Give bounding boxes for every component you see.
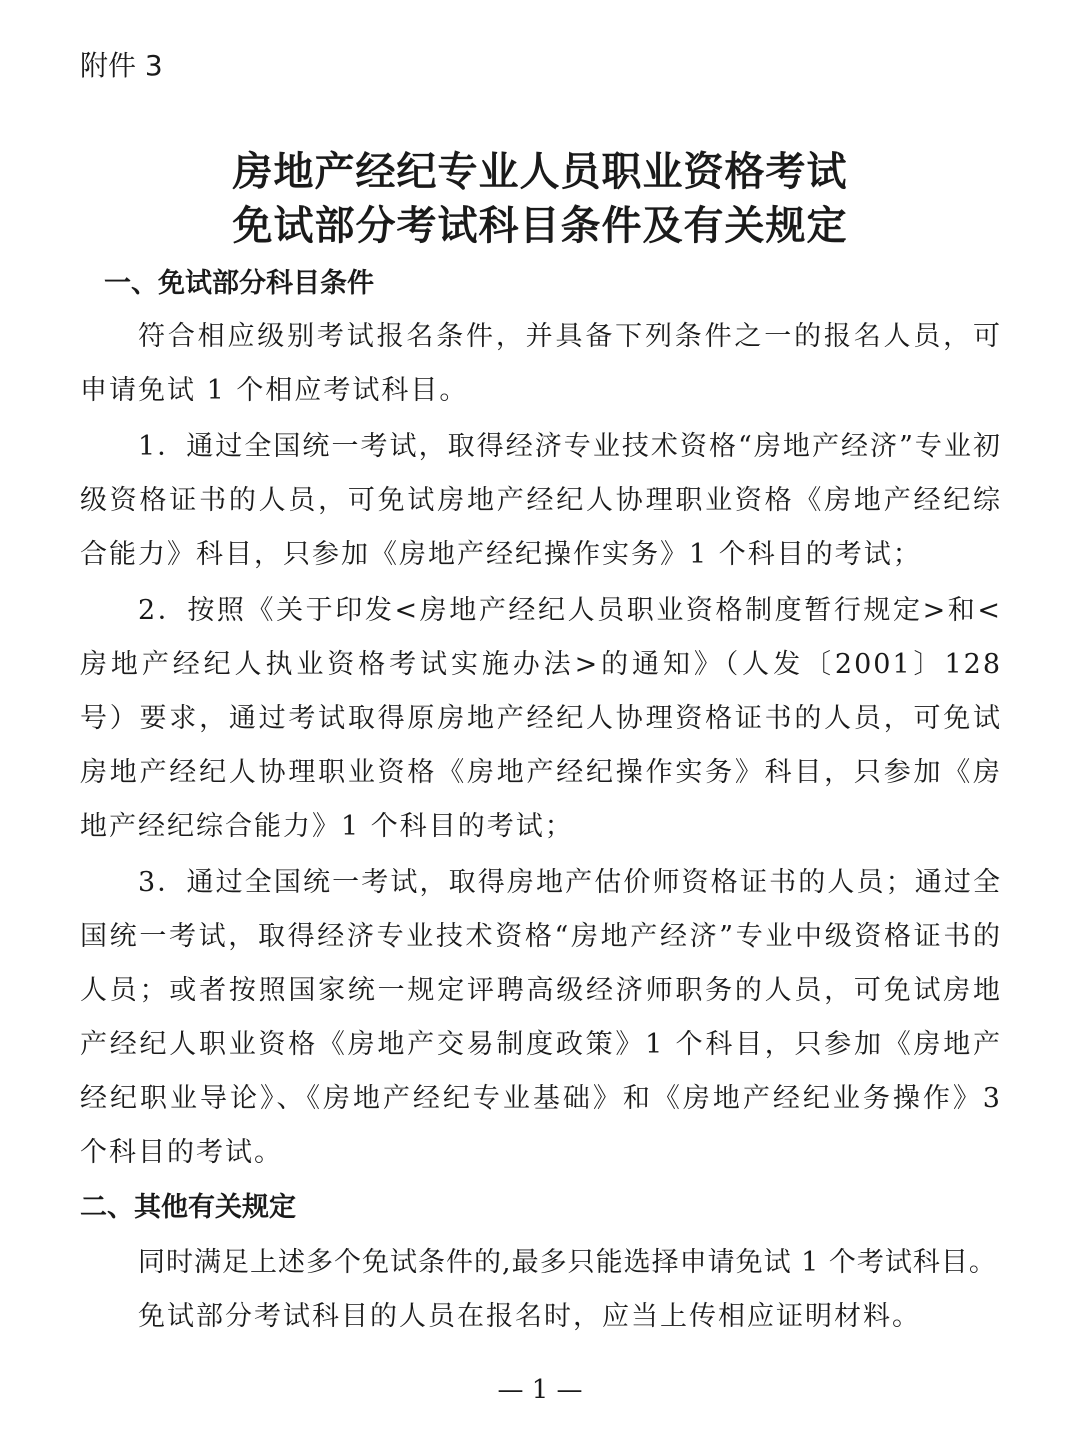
page-number: — 1 — <box>497 1375 583 1405</box>
section1-intro-paragraph: 符合相应级别考试报名条件，并具备下列条件之一的报名人员，可申请免试 1 个相应考试科目。 <box>80 321 1002 406</box>
attachment-label: 附件 3 <box>80 49 163 82</box>
rule-paragraph-2: 免试部分考试科目的人员在报名时，应当上传相应证明材料。 <box>138 1301 921 1332</box>
condition-item-2: 2．按照《关于印发<房地产经纪人员职业资格制度暂行规定>和<房地产经纪人执业资格考试实施办法>的通知》（人发〔2001〕128 号）要求，通过考试取得原房地产经纪人协理资格证书的人员，可免试房地产经纪人协理职业资格《房地产经纪操作实务》科目，只参加《房地产经纪综合能力》1 个科目的考试； <box>80 595 1002 842</box>
document-title-line-1: 房地产经纪专业人员职业资格考试 <box>232 148 848 195</box>
rule-paragraph-1: 同时满足上述多个免试条件的,最多只能选择申请免试 1 个考试科目。 <box>138 1247 997 1278</box>
section-heading-other-rules: 二、其他有关规定 <box>80 1192 296 1223</box>
condition-item-3: 3．通过全国统一考试，取得房地产估价师资格证书的人员；通过全国统一考试，取得经济专业技术资格“房地产经济”专业中级资格证书的人员；或者按照国家统一规定评聘高级经济师职务的人员，可免试房地产经纪人职业资格《房地产交易制度政策》1 个科目，只参加《房地产经纪职业导论》、《房地产经纪专业基础》和《房地产经纪业务操作》3 个科目的考试。 <box>80 867 1002 1168</box>
document-title-line-2: 免试部分考试科目条件及有关规定 <box>232 202 848 249</box>
section-heading-exemption-conditions: 一、免试部分科目条件 <box>104 268 374 299</box>
condition-item-1: 1．通过全国统一考试，取得经济专业技术资格“房地产经济”专业初级资格证书的人员，可免试房地产经纪人协理职业资格《房地产经纪综合能力》科目，只参加《房地产经纪操作实务》1 个科目的考试； <box>80 431 1002 570</box>
